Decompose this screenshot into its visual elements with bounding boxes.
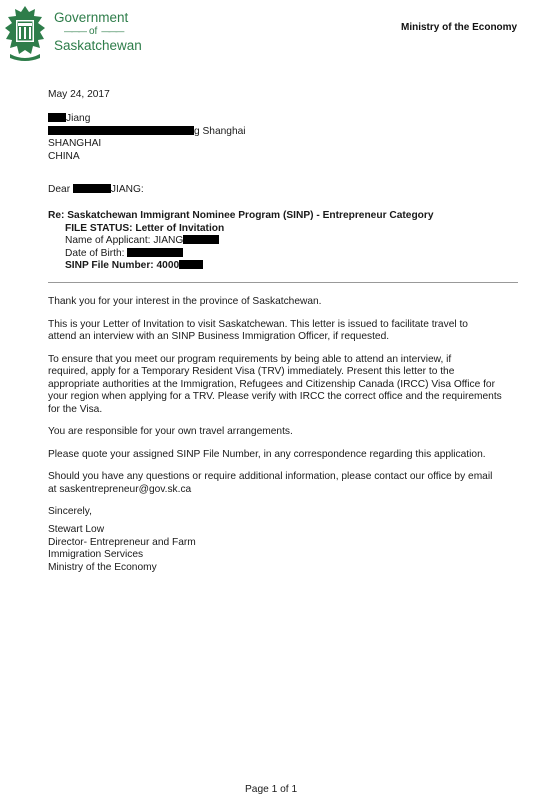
letter-date: May 24, 2017	[48, 89, 110, 100]
divider	[48, 282, 518, 283]
body-paragraph: Thank you for your interest in the province of Saskatchewan.	[48, 296, 322, 307]
ministry-header: Ministry of the Economy	[401, 22, 518, 33]
signatory-org: Ministry of the Economy	[48, 561, 157, 573]
redaction-bar	[73, 184, 111, 193]
salutation: Dear JIANG:	[48, 184, 144, 195]
file-status: FILE STATUS: Letter of Invitation	[65, 222, 225, 234]
gov-line-1: Government	[54, 10, 129, 25]
redaction-bar	[179, 260, 203, 269]
saskatchewan-crest-icon	[2, 4, 48, 62]
redaction-bar	[48, 113, 66, 122]
redaction-bar	[48, 126, 194, 135]
recipient-city: SHANGHAI	[48, 138, 102, 149]
closing: Sincerely,	[48, 506, 92, 517]
subject-block	[48, 210, 434, 273]
body-paragraph: This is your Letter of Invitation to visit Saskatchewan. This letter is issued to facilitate travel to attend an interview with an SINP Business Immigration Officer, if requested.	[48, 318, 468, 342]
file-number: SINP File Number: 4000	[48, 260, 434, 273]
signatory-title: Director- Entrepreneur and Farm	[48, 536, 196, 548]
body-paragraph: To ensure that you meet our program requirements by being able to attend an interview, if required, apply for a Temporary Resident Visa (TRV) immediately. Present this letter to the appropriate authorities at the Immigration, Refugees and Citizenship Canada (IRCC) Visa Office for your region when applying for a TRV. Please verify with IRCC the correct office and the requirements for the Visa.	[48, 353, 502, 415]
applicant-name: Name of Applicant: JIANG	[48, 235, 434, 248]
body-paragraph: You are responsible for your own travel arrangements.	[48, 426, 293, 437]
redaction-bar	[127, 248, 183, 257]
signatory-title: Immigration Services	[48, 549, 144, 560]
recipient-street: g Shanghai	[48, 126, 246, 139]
signature-block	[48, 524, 196, 574]
recipient-address	[48, 113, 246, 163]
redaction-bar	[183, 235, 219, 244]
subject-line: Re: Saskatchewan Immigrant Nominee Program (SINP) - Entrepreneur Category	[48, 210, 434, 221]
government-wordmark	[54, 10, 142, 53]
recipient-country: CHINA	[48, 150, 80, 162]
page-number: Page 1 of 1	[245, 784, 298, 795]
recipient-name: Jiang	[48, 113, 246, 126]
body-paragraph: Please quote your assigned SINP File Number, in any correspondence regarding this application.	[48, 448, 486, 460]
date-of-birth: Date of Birth:	[48, 248, 434, 261]
gov-line-3: Saskatchewan	[54, 38, 142, 53]
contact-email: at saskentrepreneur@gov.sk.ca	[48, 483, 192, 495]
signatory-name: Stewart Low	[48, 524, 105, 535]
gov-line-2: ——— of ———	[54, 25, 142, 38]
government-logo	[2, 4, 142, 64]
letter-body	[48, 296, 502, 529]
body-paragraph: Should you have any questions or require additional information, please contact our office by email at saskentrepreneur@gov.sk.ca	[48, 471, 502, 496]
